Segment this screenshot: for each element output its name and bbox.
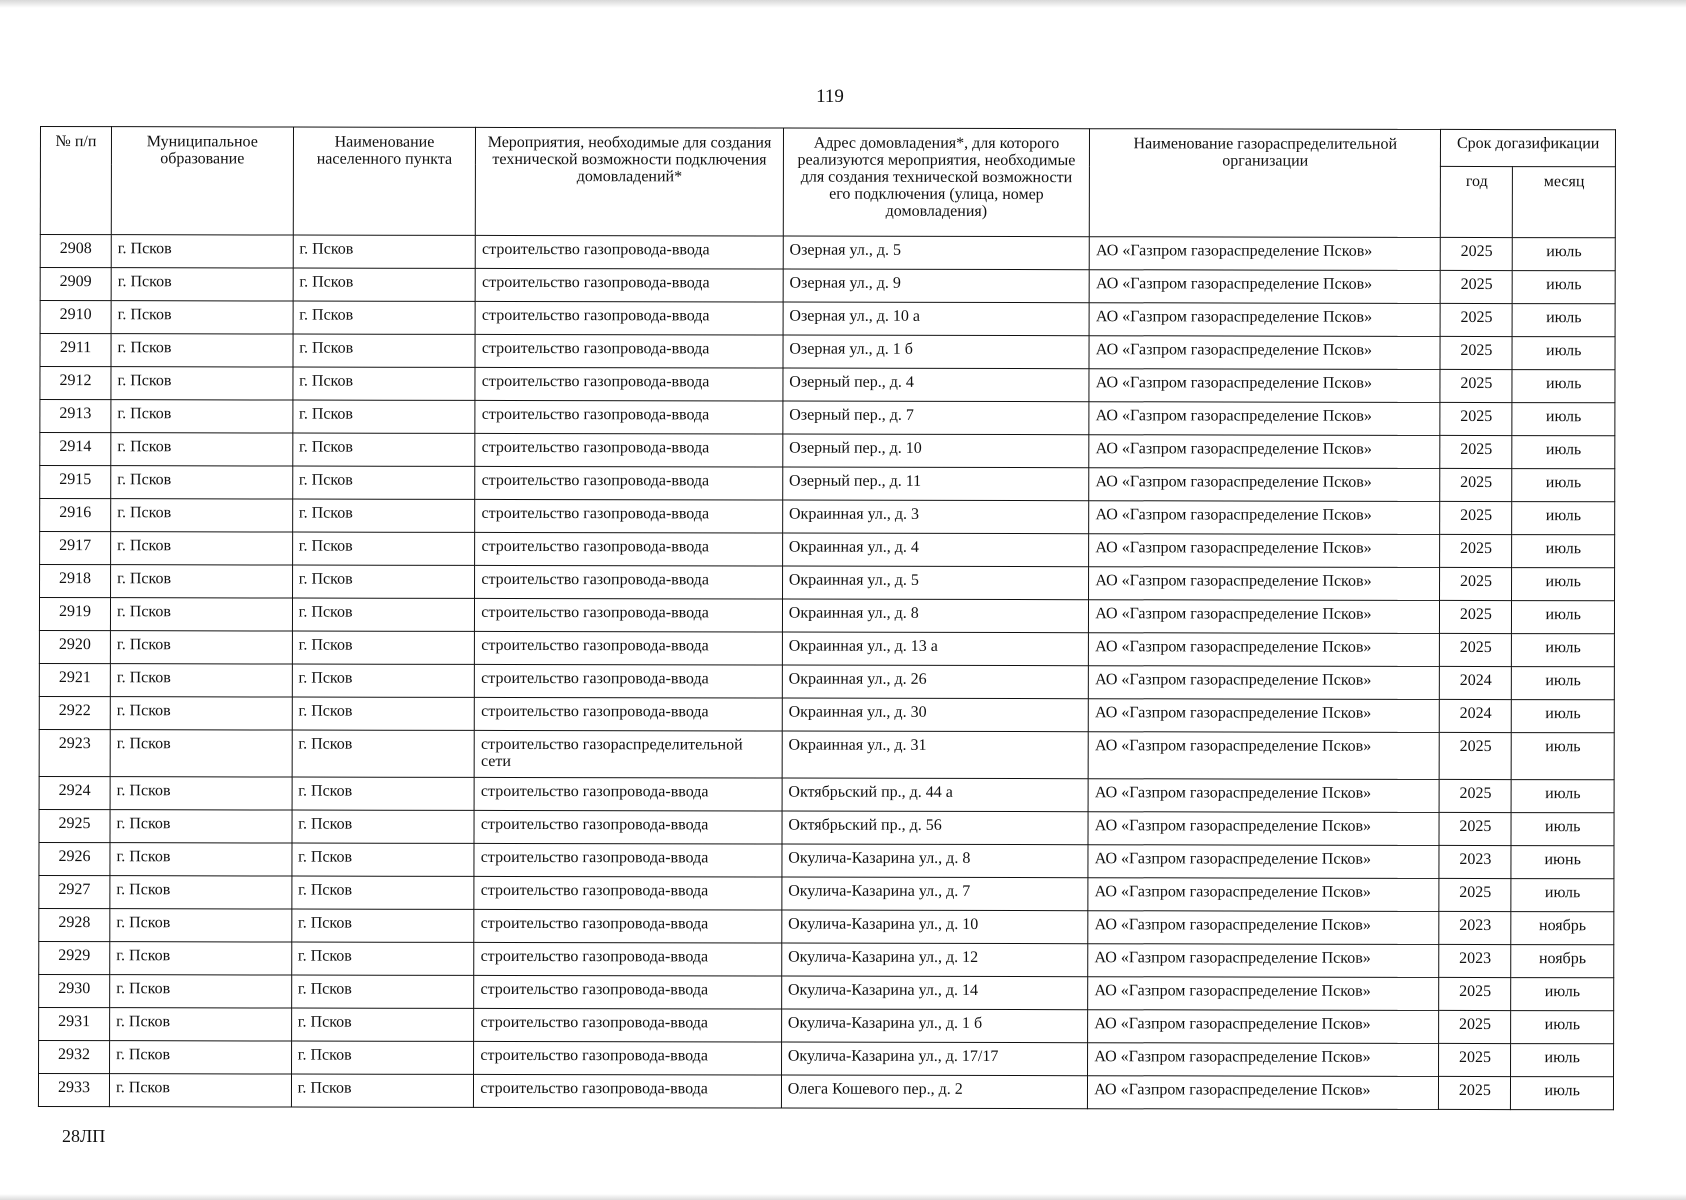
cell-municipality: г. Псков [111,268,293,301]
cell-municipality: г. Псков [110,1041,292,1074]
cell-municipality: г. Псков [110,730,292,777]
table-row [40,532,1615,568]
cell-month: июль [1511,813,1614,846]
cell-num: 2925 [39,809,110,842]
table-row [40,301,1615,337]
cell-locality: г. Псков [292,565,475,598]
cell-year: 2025 [1440,633,1512,666]
cell-year: 2025 [1440,567,1512,600]
cell-address: Озерная ул., д. 10 а [783,302,1090,336]
cell-month: июль [1512,469,1615,502]
cell-org: АО «Газпром газораспределение Псков» [1089,501,1440,535]
table-row [40,400,1615,436]
cell-measure: строительство газопровода-ввода [475,532,783,566]
cell-municipality: г. Псков [110,631,292,664]
cell-num: 2915 [40,466,111,499]
table-row [40,433,1615,469]
cell-address: Окраинная ул., д. 13 а [782,632,1089,666]
cell-municipality: г. Псков [110,942,292,975]
cell-year: 2025 [1441,237,1513,270]
cell-locality: г. Псков [291,1074,474,1107]
cell-municipality: г. Псков [111,235,293,268]
cell-org: АО «Газпром газораспределение Псков» [1089,336,1440,370]
header-org: Наименование газораспределительной организации [1090,129,1441,238]
cell-year: 2025 [1439,1043,1511,1076]
cell-municipality: г. Псков [110,697,292,730]
cell-address: Окраинная ул., д. 3 [782,500,1089,534]
cell-month: ноябрь [1511,912,1614,945]
cell-num: 2910 [40,301,111,334]
cell-address: Озерная ул., д. 5 [783,236,1090,270]
cell-measure: строительство газопровода-ввода [475,301,783,335]
cell-year: 2025 [1440,600,1512,633]
cell-month: июль [1511,1044,1614,1077]
cell-municipality: г. Псков [111,466,293,499]
cell-month: июль [1513,238,1616,271]
page-number: 119 [816,86,844,107]
cell-locality: г. Псков [292,777,475,810]
cell-measure: строительство газопровода-ввода [475,334,783,368]
cell-month: июль [1512,436,1615,469]
cell-year: 2025 [1440,435,1512,468]
cell-year: 2025 [1440,501,1512,534]
cell-month: июль [1512,700,1615,733]
table-row [40,499,1615,535]
cell-year: 2025 [1440,732,1512,779]
cell-month: июль [1512,535,1615,568]
cell-year: 2025 [1440,468,1512,501]
cell-measure: строительство газораспределительной сети [474,730,782,778]
cell-measure: строительство газопровода-ввода [474,942,782,976]
cell-municipality: г. Псков [111,433,293,466]
cell-month: июль [1512,780,1615,813]
cell-num: 2922 [39,696,110,729]
cell-org: АО «Газпром газораспределение Псков» [1089,699,1440,733]
cell-num: 2911 [40,334,111,367]
table-header-row [40,127,1615,167]
cell-num: 2932 [39,1040,110,1073]
cell-measure: строительство газопровода-ввода [475,499,783,533]
cell-measure: строительство газопровода-ввода [475,631,783,665]
scan-edge-bottom [0,1194,1686,1200]
cell-month: июль [1512,601,1615,634]
cell-month: июнь [1511,846,1614,879]
cell-measure: строительство газопровода-ввода [474,1074,782,1108]
cell-address: Окулича-Казарина ул., д. 12 [782,943,1089,977]
cell-municipality: г. Псков [110,843,292,876]
cell-locality: г. Псков [291,942,474,975]
header-address: Адрес домовладения*, для которого реализуются мероприятия, необходимые для создания технической возможности его подключения (улица, номер домовладения) [783,128,1090,237]
cell-measure: строительство газопровода-ввода [475,466,783,500]
cell-address: Окраинная ул., д. 30 [782,698,1089,732]
table-row [39,908,1614,944]
scan-edge-top [0,0,1686,8]
cell-locality: г. Псков [293,367,476,400]
cell-measure: строительство газопровода-ввода [475,598,783,632]
cell-locality: г. Псков [292,598,475,631]
cell-address: Октябрьский пр., д. 44 а [782,778,1089,812]
cell-org: АО «Газпром газораспределение Псков» [1088,1010,1439,1044]
cell-month: июль [1512,634,1615,667]
cell-org: АО «Газпром газораспределение Псков» [1088,1076,1439,1110]
cell-address: Окулича-Казарина ул., д. 10 [782,910,1089,944]
cell-municipality: г. Псков [111,532,293,565]
table-row [40,235,1615,271]
cell-org: АО «Газпром газораспределение Псков» [1089,567,1440,601]
cell-address: Озерный пер., д. 10 [783,434,1090,468]
cell-org: АО «Газпром газораспределение Псков» [1089,534,1440,568]
cell-num: 2914 [40,433,111,466]
cell-org: АО «Газпром газораспределение Псков» [1088,732,1439,780]
table-row [39,630,1614,666]
cell-month: июль [1512,667,1615,700]
cell-locality: г. Псков [292,466,475,499]
cell-municipality: г. Псков [110,598,292,631]
cell-month: июль [1513,271,1616,304]
header-year: год [1441,166,1513,237]
cell-measure: строительство газопровода-ввода [474,909,782,943]
cell-year: 2025 [1440,303,1512,336]
cell-year: 2025 [1439,878,1511,911]
cell-month: июль [1511,879,1614,912]
cell-municipality: г. Псков [110,909,292,942]
cell-municipality: г. Псков [110,664,292,697]
table-row [40,334,1615,370]
cell-month: июль [1512,568,1615,601]
cell-locality: г. Псков [293,301,476,334]
cell-locality: г. Псков [291,1008,474,1041]
cell-num: 2920 [39,630,110,663]
cell-locality: г. Псков [292,433,475,466]
cell-year: 2023 [1439,944,1511,977]
gasification-table [38,126,1616,1110]
cell-address: Олега Кошевого пер., д. 2 [781,1075,1088,1109]
table-row [39,974,1614,1010]
cell-locality: г. Псков [292,499,475,532]
cell-measure: строительство газопровода-ввода [474,810,782,844]
table-row [39,663,1614,699]
cell-num: 2924 [39,776,110,809]
cell-locality: г. Псков [292,843,475,876]
cell-measure: строительство газопровода-ввода [474,777,782,811]
cell-municipality: г. Псков [110,1008,292,1041]
cell-org: АО «Газпром газораспределение Псков» [1089,666,1440,700]
cell-year: 2024 [1440,666,1512,699]
cell-num: 2918 [40,565,111,598]
cell-year: 2025 [1439,1076,1511,1109]
cell-address: Озерная ул., д. 9 [783,269,1090,303]
cell-month: июль [1512,403,1615,436]
cell-municipality: г. Псков [111,367,293,400]
cell-address: Озерный пер., д. 7 [783,401,1090,435]
cell-address: Окулича-Казарина ул., д. 8 [782,844,1089,878]
cell-measure: строительство газопровода-ввода [475,367,783,401]
cell-org: АО «Газпром газораспределение Псков» [1089,402,1440,436]
header-measures: Мероприятия, необходимые для создания технической возможности подключения домовладений* [476,127,784,236]
cell-measure: строительство газопровода-ввода [474,1008,782,1042]
cell-measure: строительство газопровода-ввода [475,400,783,434]
cell-num: 2917 [40,532,111,565]
cell-municipality: г. Псков [109,1074,291,1107]
cell-num: 2909 [40,268,111,301]
cell-num: 2931 [39,1007,110,1040]
cell-month: июль [1511,1077,1614,1110]
cell-locality: г. Псков [293,268,476,301]
cell-year: 2023 [1439,911,1511,944]
cell-municipality: г. Псков [110,777,292,810]
cell-address: Окулича-Казарина ул., д. 14 [781,976,1088,1010]
cell-municipality: г. Псков [111,334,293,367]
cell-org: АО «Газпром газораспределение Псков» [1089,633,1440,667]
cell-address: Озерный пер., д. 4 [783,368,1090,402]
cell-locality: г. Псков [293,334,476,367]
cell-municipality: г. Псков [110,975,292,1008]
cell-org: АО «Газпром газораспределение Псков» [1088,779,1439,813]
cell-address: Окраинная ул., д. 5 [782,566,1089,600]
cell-month: июль [1512,337,1615,370]
cell-year: 2025 [1440,336,1512,369]
cell-year: 2025 [1439,977,1511,1010]
cell-month: июль [1512,304,1615,337]
table-row [40,367,1615,403]
table-body [38,235,1615,1110]
footer-code: 28ЛП [62,1126,106,1146]
cell-org: АО «Газпром газораспределение Псков» [1088,911,1439,945]
cell-locality: г. Псков [291,909,474,942]
cell-address: Озерный пер., д. 11 [783,467,1090,501]
cell-measure: строительство газопровода-ввода [474,975,782,1009]
cell-year: 2023 [1439,845,1511,878]
cell-measure: строительство газопровода-ввода [475,565,783,599]
cell-locality: г. Псков [292,664,475,697]
cell-num: 2933 [38,1073,109,1106]
cell-month: июль [1511,1011,1614,1044]
cell-measure: строительство газопровода-ввода [474,876,782,910]
cell-municipality: г. Псков [111,301,293,334]
cell-address: Озерная ул., д. 1 б [783,335,1090,369]
cell-measure: строительство газопровода-ввода [475,433,783,467]
table-row [39,809,1614,845]
cell-municipality: г. Псков [110,810,292,843]
header-month: месяц [1513,167,1616,238]
cell-address: Окулича-Казарина ул., д. 7 [782,877,1089,911]
cell-locality: г. Псков [293,235,476,268]
header-deadline: Срок догазификации [1441,129,1616,166]
cell-measure: строительство газопровода-ввода [474,1041,782,1075]
cell-org: АО «Газпром газораспределение Псков» [1089,270,1440,304]
cell-num: 2928 [39,908,110,941]
cell-org: АО «Газпром газораспределение Псков» [1089,600,1440,634]
cell-measure: строительство газопровода-ввода [475,697,783,731]
table-row [38,1073,1613,1109]
cell-locality: г. Псков [292,631,475,664]
cell-locality: г. Псков [292,730,475,777]
cell-org: АО «Газпром газораспределение Псков» [1088,944,1439,978]
table-row [39,842,1614,878]
header-num: № п/п [40,127,111,235]
table-row [39,729,1614,779]
cell-municipality: г. Псков [111,499,293,532]
cell-num: 2923 [39,729,110,776]
table-row [39,875,1614,911]
cell-month: июль [1511,978,1614,1011]
table-row [39,941,1614,977]
table-row [39,598,1614,634]
cell-measure: строительство газопровода-ввода [474,843,782,877]
table-row [40,466,1615,502]
cell-num: 2908 [40,235,111,268]
cell-locality: г. Псков [292,697,475,730]
cell-address: Окраинная ул., д. 8 [782,599,1089,633]
cell-num: 2927 [39,875,110,908]
cell-org: АО «Газпром газораспределение Псков» [1089,303,1440,337]
cell-num: 2926 [39,842,110,875]
cell-year: 2024 [1440,699,1512,732]
table-row [39,1007,1614,1043]
table-row [39,776,1614,812]
cell-address: Октябрьский пр., д. 56 [782,811,1089,845]
cell-month: июль [1512,733,1615,780]
cell-locality: г. Псков [292,532,475,565]
cell-year: 2025 [1439,779,1511,812]
cell-org: АО «Газпром газораспределение Псков» [1088,977,1439,1011]
cell-month: ноябрь [1511,945,1614,978]
cell-num: 2916 [40,499,111,532]
cell-org: АО «Газпром газораспределение Псков» [1088,878,1439,912]
cell-locality: г. Псков [293,400,476,433]
cell-address: Окраинная ул., д. 31 [782,731,1089,779]
cell-address: Окулича-Казарина ул., д. 1 б [781,1009,1088,1043]
cell-year: 2025 [1440,402,1512,435]
cell-locality: г. Псков [292,810,475,843]
cell-num: 2921 [39,663,110,696]
header-municipality: Муниципальное образование [111,127,293,235]
cell-year: 2025 [1440,534,1512,567]
header-locality: Наименование населенного пункта [293,127,476,235]
cell-num: 2913 [40,400,111,433]
cell-measure: строительство газопровода-ввода [476,235,784,269]
cell-year: 2025 [1441,270,1513,303]
cell-municipality: г. Псков [111,400,293,433]
cell-month: июль [1512,370,1615,403]
cell-org: АО «Газпром газораспределение Псков» [1088,812,1439,846]
cell-year: 2025 [1440,369,1512,402]
cell-org: АО «Газпром газораспределение Псков» [1089,237,1440,271]
cell-locality: г. Псков [291,975,474,1008]
cell-year: 2025 [1439,812,1511,845]
cell-org: АО «Газпром газораспределение Псков» [1089,435,1440,469]
cell-num: 2919 [39,598,110,631]
cell-locality: г. Псков [291,1041,474,1074]
cell-num: 2912 [40,367,111,400]
cell-month: июль [1512,502,1615,535]
cell-municipality: г. Псков [111,565,293,598]
table-row [39,696,1614,732]
cell-address: Окраинная ул., д. 26 [782,665,1089,699]
cell-address: Окраинная ул., д. 4 [782,533,1089,567]
cell-org: АО «Газпром газораспределение Псков» [1088,1043,1439,1077]
table-row [40,565,1615,601]
cell-measure: строительство газопровода-ввода [475,664,783,698]
cell-address: Окулича-Казарина ул., д. 17/17 [781,1042,1088,1076]
cell-org: АО «Газпром газораспределение Псков» [1088,845,1439,879]
cell-org: АО «Газпром газораспределение Псков» [1089,468,1440,502]
cell-municipality: г. Псков [110,876,292,909]
cell-org: АО «Газпром газораспределение Псков» [1089,369,1440,403]
cell-num: 2929 [39,941,110,974]
table-row [40,268,1615,304]
cell-locality: г. Псков [292,876,475,909]
cell-num: 2930 [39,974,110,1007]
table-row [39,1040,1614,1076]
cell-year: 2025 [1439,1010,1511,1043]
cell-measure: строительство газопровода-ввода [475,268,783,302]
